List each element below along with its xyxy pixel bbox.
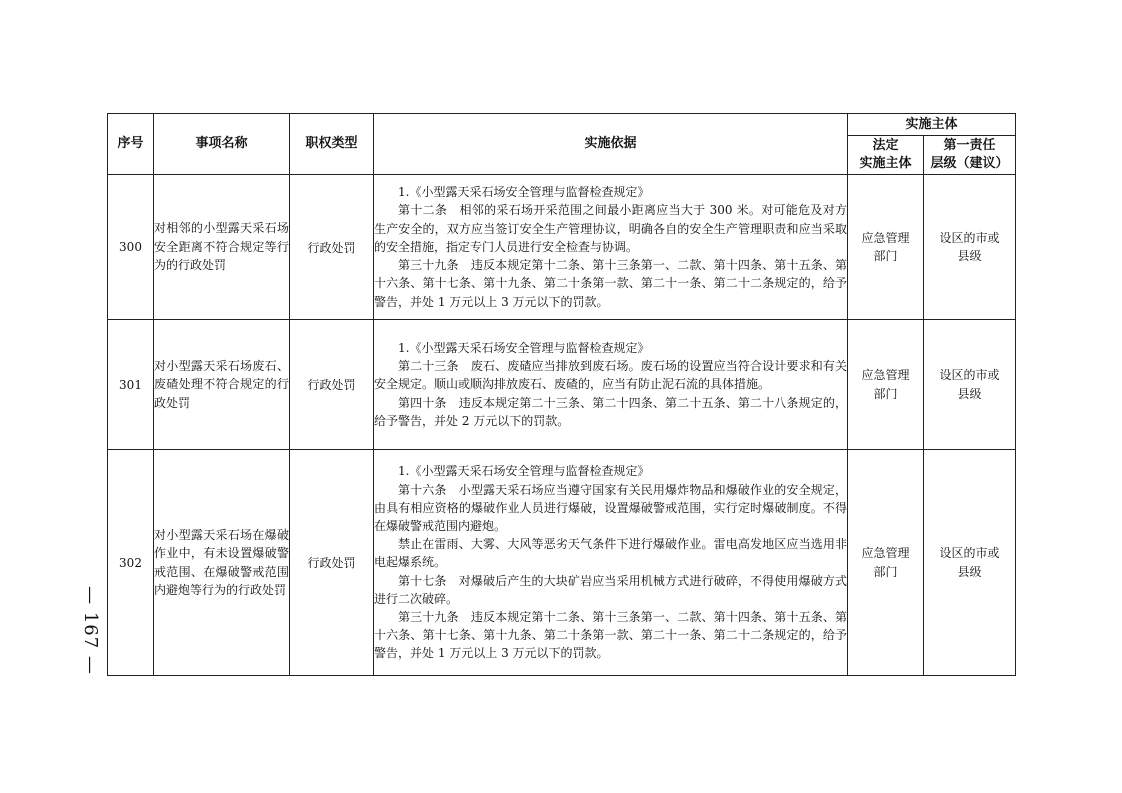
basis-paragraph: 第十六条 小型露天采石场应当遵守国家有关民用爆炸物品和爆破作业的安全规定，由具有相应资格的爆破作业人员进行爆破，设置爆破警戒范围，实行定时爆破制度。不得在爆破警戒范围内避炮。 [374, 482, 847, 533]
legal-subject: 应急管理 部门 [848, 450, 924, 676]
implementation-basis [374, 175, 848, 320]
table-row [108, 320, 1016, 450]
legal-subject: 应急管理 部门 [848, 320, 924, 450]
basis-paragraph: 第三十九条 违反本规定第十二条、第十三条第一、二款、第十四条、第十五条、第十六条、第十七条、第十九条、第二十条第一款、第二十一条、第二十二条规定的，给予警告，并处 1 万元以上 3 万元以下的罚款。 [374, 258, 847, 309]
implementation-basis [374, 320, 848, 450]
implementation-basis [374, 450, 848, 676]
item-name: 对小型露天采石场在爆破作业中，有未设置爆破警戒范围、在爆破警戒范围内避炮等行为的行政处罚 [154, 450, 290, 676]
basis-paragraph: 1.《小型露天采石场安全管理与监督检查规定》 [398, 185, 650, 200]
basis-paragraph: 1.《小型露天采石场安全管理与监督检查规定》 [398, 340, 650, 355]
table-row [108, 175, 1016, 320]
row-number: 301 [108, 320, 154, 450]
authority-table [107, 113, 1016, 676]
first-responsible-level: 设区的市或 县级 [924, 450, 1016, 676]
authority-type: 行政处罚 [290, 450, 374, 676]
basis-paragraph: 第三十九条 违反本规定第十二条、第十三条第一、二款、第十四条、第十五条、第十六条、第十七条、第十九条、第二十条第一款、第二十一条、第二十二条规定的，给予警告，并处 1 万元以上 3 万元以下的罚款。 [374, 610, 847, 661]
first-responsible-level: 设区的市或 县级 [924, 320, 1016, 450]
header-first-level: 第一责任 层级（建议） [924, 136, 1016, 175]
row-number: 300 [108, 175, 154, 320]
basis-paragraph: 1.《小型露天采石场安全管理与监督检查规定》 [398, 464, 650, 479]
first-responsible-level: 设区的市或 县级 [924, 175, 1016, 320]
item-name: 对相邻的小型露天采石场安全距离不符合规定等行为的行政处罚 [154, 175, 290, 320]
item-name: 对小型露天采石场废石、废碴处理不符合规定的行政处罚 [154, 320, 290, 450]
table-body [108, 175, 1016, 676]
header-name: 事项名称 [154, 114, 290, 175]
header-no: 序号 [108, 114, 154, 175]
basis-paragraph: 第十二条 相邻的采石场开采范围之间最小距离应当大于 300 米。对可能危及对方生产安全的，双方应当签订安全生产管理协议，明确各自的安全生产管理职责和应当采取的安全措施，指定专门人员进行安全检查与协调。 [374, 203, 847, 254]
authority-type: 行政处罚 [290, 175, 374, 320]
basis-paragraph: 第十七条 对爆破后产生的大块矿岩应当采用机械方式进行破碎，不得使用爆破方式进行二次破碎。 [374, 573, 847, 606]
authority-type: 行政处罚 [290, 320, 374, 450]
header-basis: 实施依据 [374, 114, 848, 175]
legal-subject: 应急管理 部门 [848, 175, 924, 320]
header-subject-group: 实施主体 [848, 114, 1016, 136]
page-number-text: — 167 — [79, 585, 101, 675]
basis-paragraph: 第二十三条 废石、废碴应当排放到废石场。废石场的设置应当符合设计要求和有关安全规定。顺山或顺沟排放废石、废碴的，应当有防止泥石流的具体措施。 [374, 359, 847, 392]
basis-paragraph: 禁止在雷雨、大雾、大风等恶劣天气条件下进行爆破作业。雷电高发地区应当选用非电起爆系统。 [374, 537, 847, 570]
header-legal-subject: 法定 实施主体 [848, 136, 924, 175]
table-row [108, 450, 1016, 676]
page-number [60, 575, 120, 685]
header-type: 职权类型 [290, 114, 374, 175]
basis-paragraph: 第四十条 违反本规定第二十三条、第二十四条、第二十五条、第二十八条规定的，给予警告，并处 2 万元以下的罚款。 [374, 395, 847, 428]
row-number: 302 [108, 450, 154, 676]
